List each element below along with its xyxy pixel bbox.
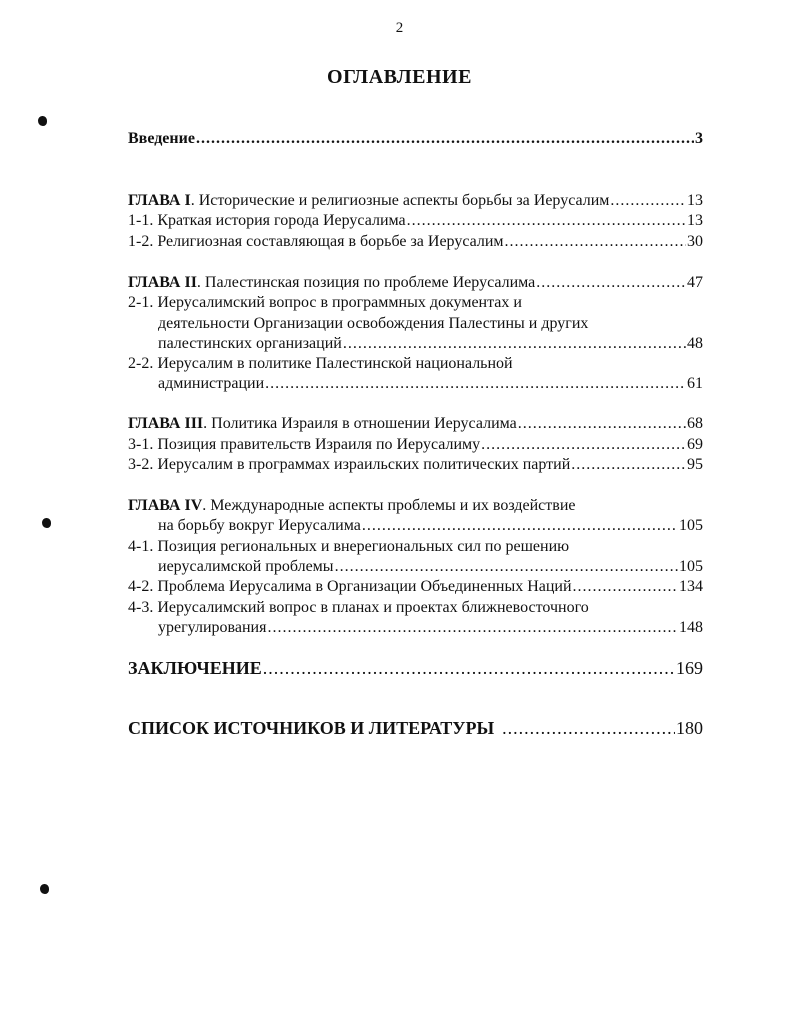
toc-entry-2-1-line2[interactable] (158, 315, 703, 337)
toc-leader (407, 212, 686, 230)
toc-leader (335, 558, 678, 576)
toc-label: 3-2. Иерусалим в программах израильских политических партий (128, 456, 571, 473)
toc-entry-sources[interactable] (128, 718, 703, 742)
toc-entry-1-2[interactable] (128, 233, 703, 255)
page-title: ОГЛАВЛЕНИЕ (327, 66, 472, 88)
toc-label: урегулирования (158, 619, 267, 636)
toc-page: 47 (687, 274, 703, 291)
binder-hole-mark (40, 884, 49, 894)
toc-label: 3-1. Позиция правительств Израиля по Иерусалиму (128, 436, 481, 453)
toc-label: 4-3. Иерусалимский вопрос в планах и проектах ближневосточного (128, 599, 589, 616)
toc-entry-chapter-1[interactable] (128, 192, 703, 214)
toc-page: 105 (679, 558, 703, 575)
toc-page: 95 (687, 456, 703, 473)
toc-page: 13 (687, 212, 703, 229)
chapter-title: . Исторические и религиозные аспекты борьбы за Иерусалим (190, 192, 610, 209)
chapter-title: . Палестинская позиция по проблеме Иерусалима (196, 274, 536, 291)
toc-page: 61 (687, 375, 703, 392)
toc-page: 148 (679, 619, 703, 636)
chapter-prefix: ГЛАВА II (128, 274, 197, 291)
chapter-title: . Международные аспекты проблемы и их воздействие (202, 497, 576, 514)
toc-label: Введение (128, 130, 195, 147)
toc-entry-chapter-4-line2[interactable] (158, 517, 703, 539)
toc-entry-4-1-line2[interactable] (158, 558, 703, 580)
toc-page: 48 (687, 335, 703, 352)
toc-label: 1-2. Религиозная составляющая в борьбе за Иерусалим (128, 233, 504, 250)
toc-label: 1-1. Краткая история города Иерусалима (128, 212, 406, 229)
toc-page: 68 (687, 415, 703, 432)
toc-leader (362, 517, 678, 535)
toc-label (128, 497, 575, 515)
toc-leader (263, 658, 675, 679)
toc-page: 69 (687, 436, 703, 453)
toc-label: 2-1. Иерусалимский вопрос в программных документах и (128, 294, 522, 311)
toc-label: деятельности Организации освобождения Палестины и других (158, 315, 589, 332)
toc-label: 4-1. Позиция региональных и внерегиональных сил по решению (128, 538, 570, 555)
toc-page: 105 (679, 517, 703, 534)
toc-leader (502, 718, 675, 739)
toc-page: 30 (687, 233, 703, 250)
toc-label: СПИСОК ИСТОЧНИКОВ И ЛИТЕРАТУРЫ (128, 718, 495, 738)
chapter-prefix: ГЛАВА I (128, 192, 191, 209)
toc-label (128, 415, 517, 433)
binder-hole-mark (38, 116, 47, 126)
toc-leader (196, 130, 694, 148)
toc-entry-intro[interactable] (128, 130, 703, 152)
toc-label (128, 274, 535, 292)
toc-page: 13 (687, 192, 703, 209)
toc-label (128, 192, 609, 210)
toc-leader (481, 436, 686, 454)
toc-entry-4-1-line1[interactable] (128, 538, 703, 560)
toc-entry-1-1[interactable] (128, 212, 703, 234)
toc-entry-2-1-line1[interactable] (128, 294, 703, 316)
toc-page: 180 (676, 718, 703, 738)
toc-page: 3 (695, 130, 703, 147)
toc-entry-2-1-line3[interactable] (158, 335, 703, 357)
toc-leader (518, 415, 686, 433)
chapter-title: . Политика Израиля в отношении Иерусалима (203, 415, 517, 432)
chapter-prefix: ГЛАВА IV (128, 497, 203, 514)
page-number: 2 (395, 20, 404, 36)
toc-entry-2-2-line1[interactable] (128, 355, 703, 377)
toc-label: иерусалимской проблемы (158, 558, 334, 575)
toc-entry-2-2-line2[interactable] (158, 375, 703, 397)
toc-entry-chapter-4-line1[interactable] (128, 497, 703, 519)
toc-label: палестинских организаций (158, 335, 342, 352)
toc-entry-conclusion[interactable] (128, 658, 703, 682)
toc-page: 169 (676, 658, 703, 678)
toc-leader (573, 578, 678, 596)
toc-leader (610, 192, 686, 210)
toc-leader (343, 335, 686, 353)
toc-label: ЗАКЛЮЧЕНИЕ (128, 658, 262, 678)
toc-entry-4-3-line1[interactable] (128, 599, 703, 621)
toc-entry-chapter-2[interactable] (128, 274, 703, 296)
toc-entry-chapter-3[interactable] (128, 415, 703, 437)
toc-leader (265, 375, 686, 393)
toc-page: 134 (679, 578, 703, 595)
toc-label: администрации (158, 375, 265, 392)
toc-leader (505, 233, 686, 251)
toc-label: на борьбу вокруг Иерусалима (158, 517, 361, 534)
toc-label: 4-2. Проблема Иерусалима в Организации Объединенных Наций (128, 578, 572, 595)
binder-hole-mark (42, 518, 51, 528)
toc-label: 2-2. Иерусалим в политике Палестинской национальной (128, 355, 513, 372)
toc-leader (267, 619, 678, 637)
toc-entry-3-1[interactable] (128, 436, 703, 458)
chapter-prefix: ГЛАВА III (128, 415, 204, 432)
toc-entry-4-2[interactable] (128, 578, 703, 600)
toc-entry-4-3-line2[interactable] (158, 619, 703, 641)
toc-leader (536, 274, 686, 292)
toc-leader (571, 456, 686, 474)
toc-entry-3-2[interactable] (128, 456, 703, 478)
